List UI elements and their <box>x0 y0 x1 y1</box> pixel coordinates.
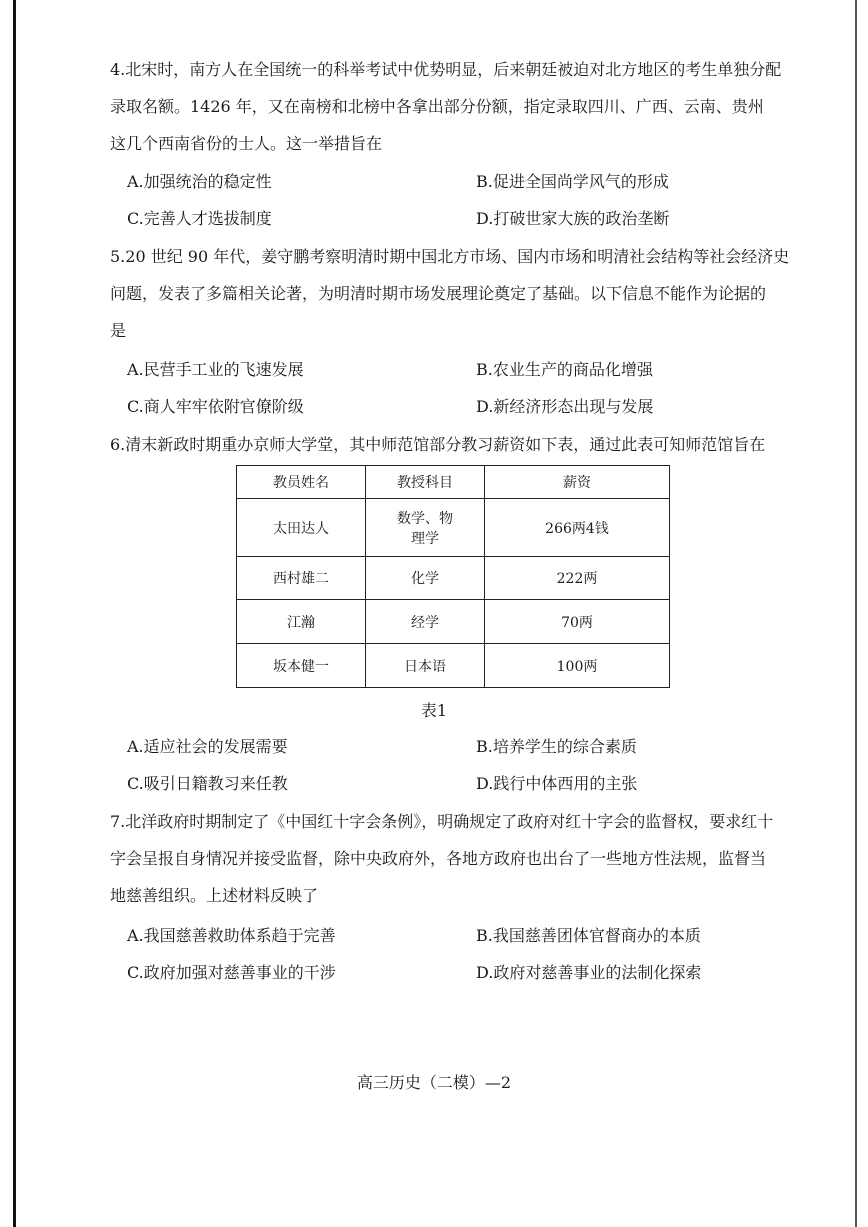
option-d: D.政府对慈善事业的法制化探索 <box>476 963 702 982</box>
table-cell: 西村雄二 <box>237 557 366 600</box>
table-cell: 数学、物理学 <box>366 499 485 557</box>
table-cell: 70两 <box>485 600 670 644</box>
option-b: B.农业生产的商品化增强 <box>476 360 653 379</box>
option-a: A.我国慈善救助体系趋于完善 <box>127 926 336 945</box>
question-line: 字会呈报自身情况并接受监督，除中央政府外，各地方政府也出台了一些地方性法规，监督当 <box>110 849 767 868</box>
question-line: 地慈善组织。上述材料反映了 <box>110 886 319 905</box>
option-d: D.践行中体西用的主张 <box>476 774 638 793</box>
table-cell: 太田达人 <box>237 499 366 557</box>
header-salary: 薪资 <box>485 466 670 499</box>
option-c: C.商人牢牢依附官僚阶级 <box>127 397 304 416</box>
table-row <box>237 644 670 688</box>
option-d: D.新经济形态出现与发展 <box>476 397 654 416</box>
table-row <box>237 499 670 557</box>
table-cell: 江瀚 <box>237 600 366 644</box>
question-5-stem <box>110 238 805 349</box>
option-c: C.政府加强对慈善事业的干涉 <box>127 963 336 982</box>
page-footer: 高三历史（二模）—2 <box>356 1073 512 1092</box>
question-line: 5.20 世纪 90 年代，姜守鹏考察明清时期中国北方市场、国内市场和明清社会结构等社会经济史 <box>110 247 790 266</box>
question-line: 录取名额。1426 年，又在南榜和北榜中各拿出部分份额，指定录取四川、广西、云南、贵州 <box>110 97 764 116</box>
question-line: 这几个西南省份的士人。这一举措旨在 <box>110 134 383 153</box>
option-b: B.促进全国尚学风气的形成 <box>476 172 669 191</box>
option-b: B.我国慈善团体官督商办的本质 <box>476 926 701 945</box>
question-4-stem <box>110 51 805 162</box>
page-right-edge <box>855 0 857 1227</box>
table-caption: 表1 <box>420 701 448 720</box>
table-cell: 日本语 <box>366 644 485 688</box>
option-a: A.加强统治的稳定性 <box>127 172 272 191</box>
salary-table <box>236 465 670 688</box>
question-7-stem <box>110 803 805 914</box>
table-cell: 坂本健一 <box>237 644 366 688</box>
question-line: 4.北宋时，南方人在全国统一的科举考试中优势明显，后来朝廷被迫对北方地区的考生单独分配 <box>110 60 782 79</box>
option-c: C.吸引日籍教习来任教 <box>127 774 288 793</box>
question-line: 6.清末新政时期重办京师大学堂，其中师范馆部分教习薪资如下表，通过此表可知师范馆旨在 <box>110 435 766 454</box>
option-a: A.适应社会的发展需要 <box>127 737 288 756</box>
question-7-options <box>127 917 807 991</box>
header-subject: 教授科目 <box>366 466 485 499</box>
option-d: D.打破世家大族的政治垄断 <box>476 209 670 228</box>
table-cell: 100两 <box>485 644 670 688</box>
option-b: B.培养学生的综合素质 <box>476 737 637 756</box>
question-6-stem <box>110 426 805 463</box>
header-name: 教员姓名 <box>237 466 366 499</box>
table-cell: 266两4钱 <box>485 499 670 557</box>
question-5-options <box>127 351 807 425</box>
table-cell: 222两 <box>485 557 670 600</box>
table-row <box>237 600 670 644</box>
table-row <box>237 557 670 600</box>
table-header-row <box>237 466 670 499</box>
option-c: C.完善人才选拔制度 <box>127 209 272 228</box>
option-a: A.民营手工业的飞速发展 <box>127 360 304 379</box>
question-line: 是 <box>110 321 127 340</box>
question-line: 7.北洋政府时期制定了《中国红十字会条例》，明确规定了政府对红十字会的监督权，要求红十 <box>110 812 774 831</box>
question-line: 问题，发表了多篇相关论著，为明清时期市场发展理论奠定了基础。以下信息不能作为论据的 <box>110 284 767 303</box>
page-left-edge <box>13 0 16 1227</box>
table-cell: 化学 <box>366 557 485 600</box>
question-4-options <box>127 163 807 237</box>
table-cell: 经学 <box>366 600 485 644</box>
question-6-options <box>127 728 807 802</box>
